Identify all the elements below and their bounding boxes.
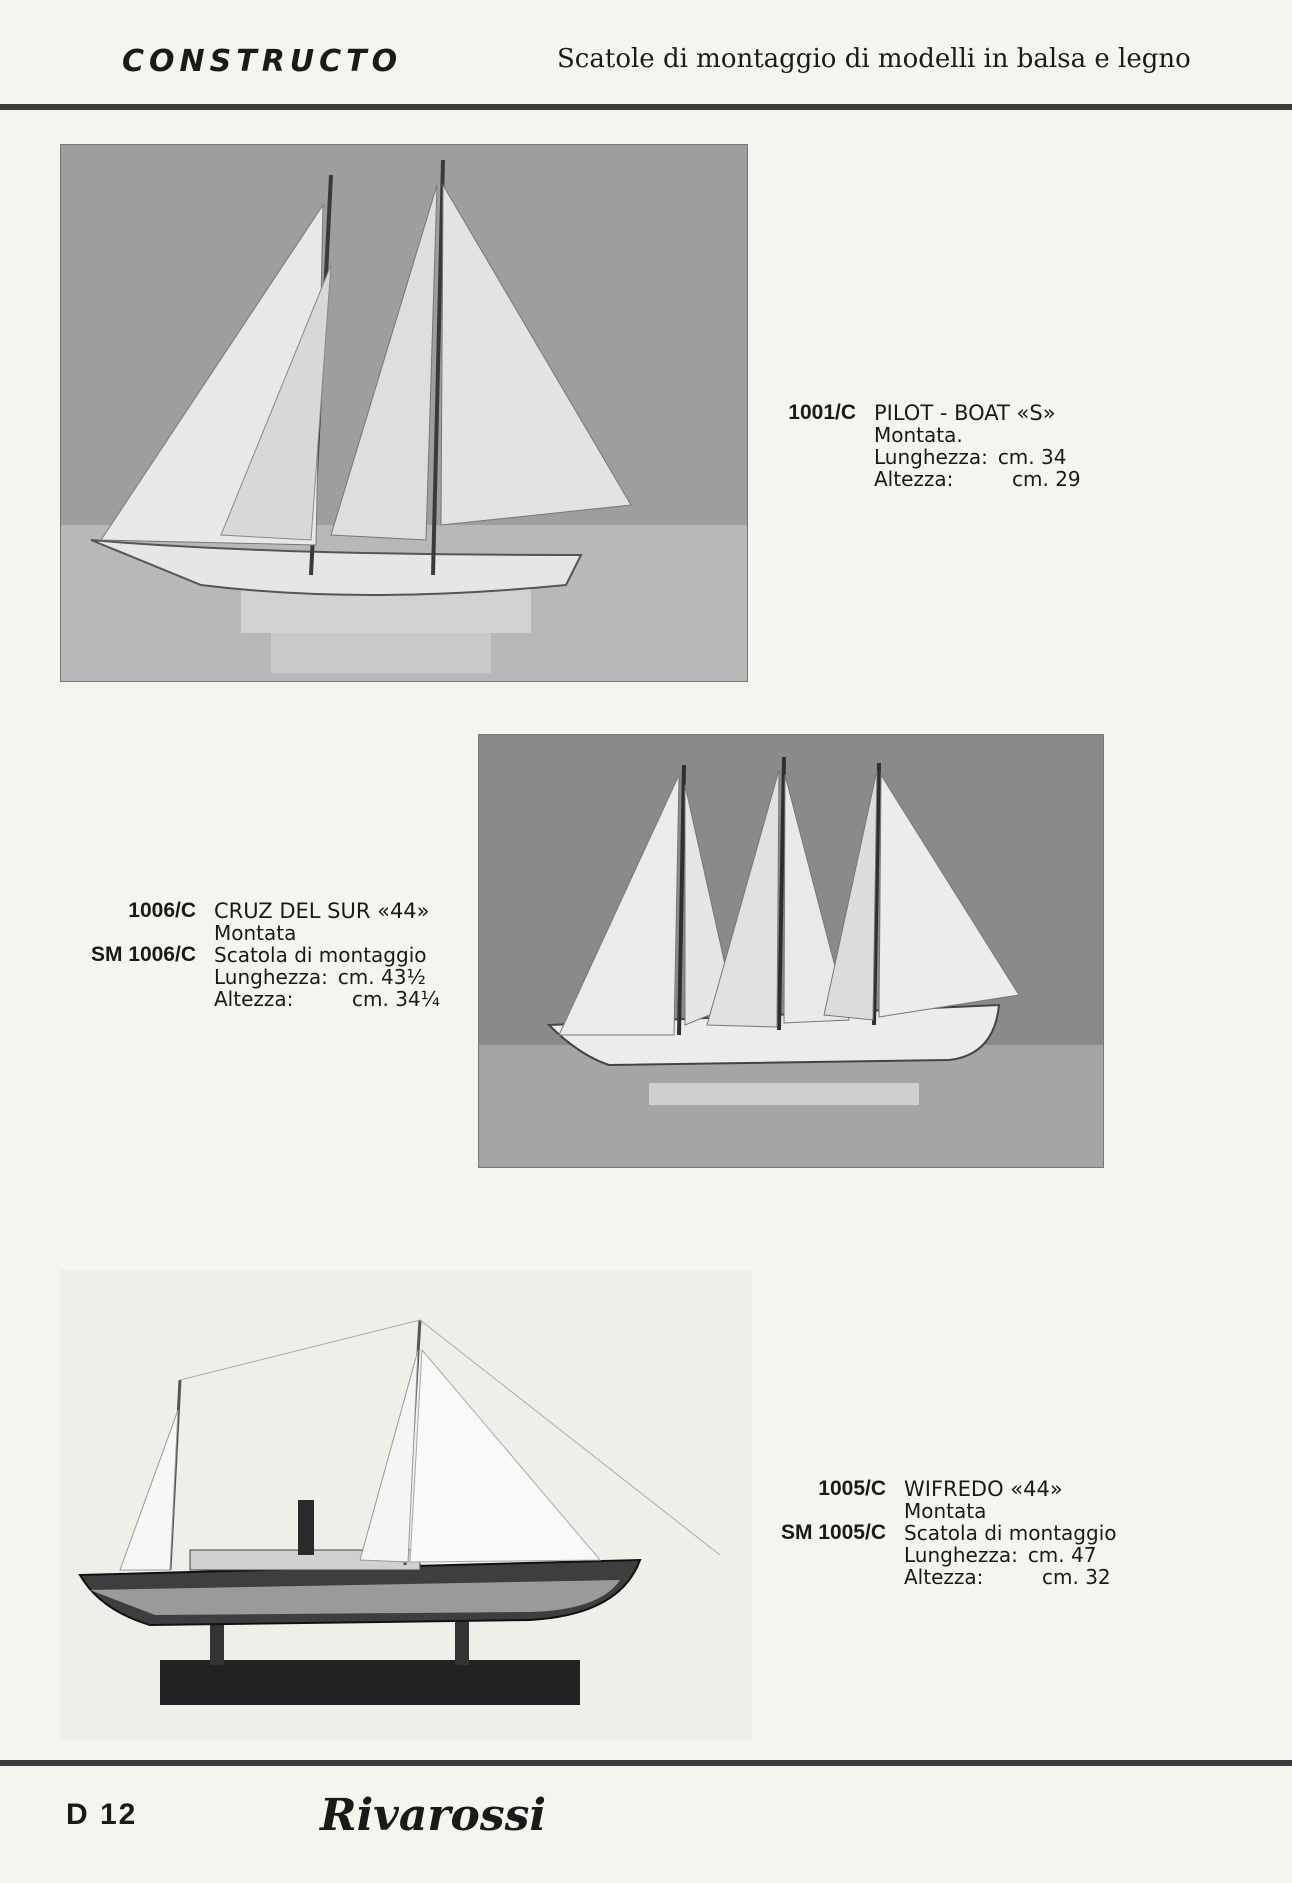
page-subtitle: Scatole di montaggio di modelli in balsa e legno	[557, 44, 1191, 74]
item-code: 1006/C	[128, 899, 196, 922]
item-line: Montata	[904, 1499, 987, 1523]
top-rule	[0, 104, 1292, 110]
item-name: CRUZ DEL SUR «44»	[214, 899, 430, 923]
item-code: 1001/C	[788, 401, 856, 424]
item-line: Scatola di montaggio	[904, 1521, 1117, 1545]
item-1001-caption	[766, 402, 1081, 490]
item-line: Montata	[214, 921, 297, 945]
spec-height: Altezza: cm. 32	[904, 1565, 1111, 1589]
item-name: WIFREDO «44»	[904, 1477, 1063, 1501]
rivarossi-logo: Rivarossi	[320, 1790, 547, 1841]
item-code: 1005/C	[818, 1477, 886, 1500]
spec-height: Altezza: cm. 29	[874, 467, 1081, 491]
item-name: PILOT - BOAT «S»	[874, 401, 1056, 425]
spec-length: Lunghezza: cm. 34	[874, 445, 1067, 469]
item-line: Montata.	[874, 423, 963, 447]
item-1005-caption	[762, 1478, 1116, 1588]
cruz-del-sur-photo	[478, 734, 1104, 1168]
spec-length: Lunghezza: cm. 43½	[214, 965, 426, 989]
wifredo-photo	[60, 1270, 752, 1740]
spec-height: Altezza: cm. 34¼	[214, 987, 441, 1011]
item-code-kit: SM 1005/C	[780, 1521, 886, 1544]
item-line: Scatola di montaggio	[214, 943, 427, 967]
item-1006-caption	[70, 900, 440, 1010]
spec-length: Lunghezza: cm. 47	[904, 1543, 1097, 1567]
bottom-rule	[0, 1760, 1292, 1766]
pilot-boat-photo	[60, 144, 748, 682]
item-code-kit: SM 1006/C	[90, 943, 196, 966]
brand-title: CONSTRUCTO	[122, 44, 403, 79]
page-number: D 12	[66, 1798, 138, 1831]
